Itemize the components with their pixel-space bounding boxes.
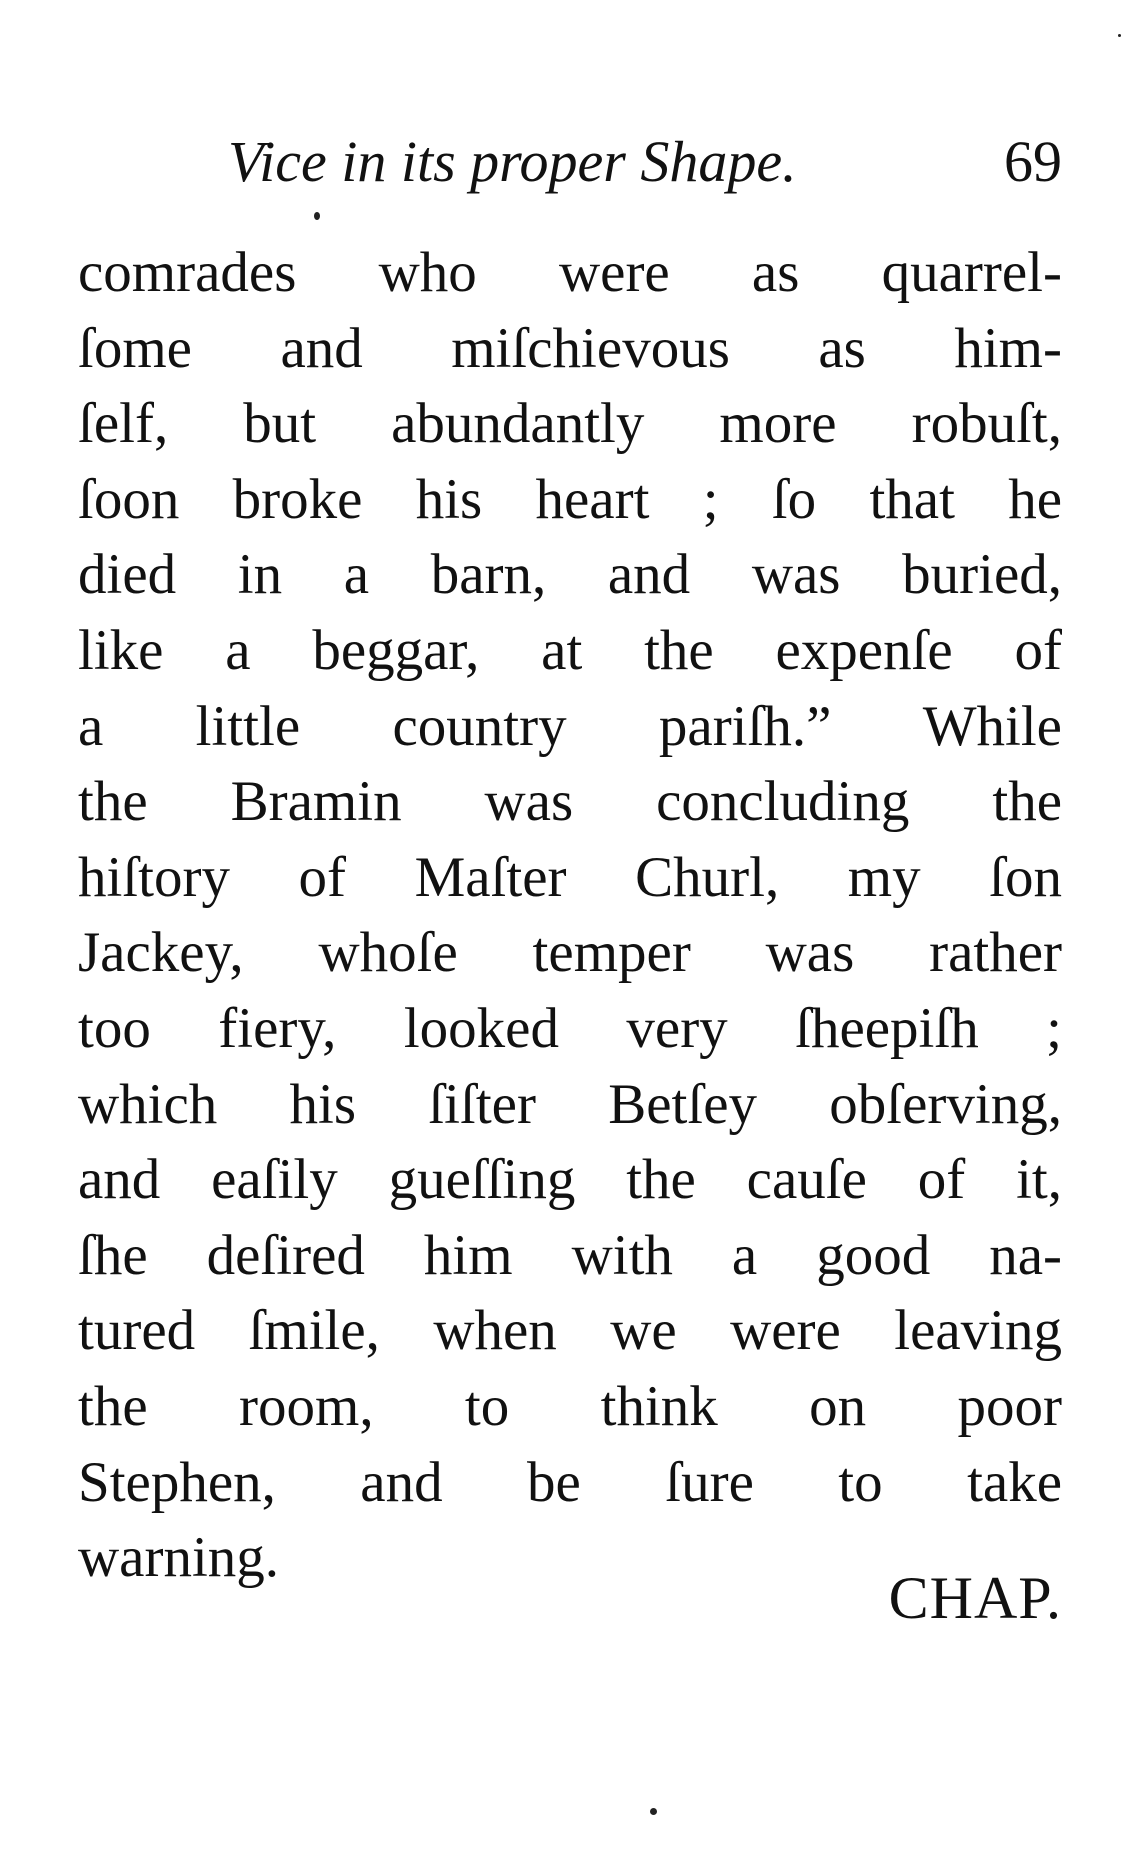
text-line: comrades who were as quarrel- — [78, 241, 1062, 304]
catchword: CHAP. — [888, 1565, 1062, 1631]
text-line: Stephen, and be ſure to take — [78, 1450, 1062, 1514]
text-line: too fiery, looked very ſheepiſh ; — [78, 996, 1062, 1060]
text-line: died in a barn, and was buried, — [78, 543, 1062, 607]
text-line: the Bramin was concluding the — [78, 770, 1062, 834]
ink-speck — [650, 1808, 657, 1815]
text-line: tured ſmile, when we were leaving — [78, 1299, 1062, 1363]
text-line: ſelf, but abundantly more robuſt, — [78, 392, 1062, 456]
text-line: Jackey, whoſe temper was rather — [78, 921, 1062, 985]
text-line: a little country pariſh.” While — [78, 694, 1062, 758]
text-line: and eaſily gueſſing the cauſe of it, — [78, 1148, 1062, 1212]
text-line: ſoon broke his heart ; ſo that he — [78, 467, 1062, 531]
text-line: ſhe deſired him with a good na- — [78, 1223, 1062, 1287]
ink-speck — [1118, 34, 1121, 37]
text-line: ſome and miſchievous as him- — [78, 316, 1062, 380]
running-head — [78, 122, 1062, 202]
text-line: warning. — [78, 1526, 280, 1590]
running-head-title: Vice in its proper Shape. — [228, 129, 797, 194]
text-line: hiſtory of Maſter Churl, my ſon — [78, 845, 1062, 909]
ink-speck — [314, 212, 320, 220]
text-line: the room, to think on poor — [78, 1374, 1062, 1438]
body-text — [78, 235, 1062, 1596]
text-line: which his ſiſter Betſey obſerving, — [78, 1072, 1062, 1136]
text-line: like a beggar, at the expenſe of — [78, 618, 1062, 682]
page-number: 69 — [1004, 129, 1062, 194]
